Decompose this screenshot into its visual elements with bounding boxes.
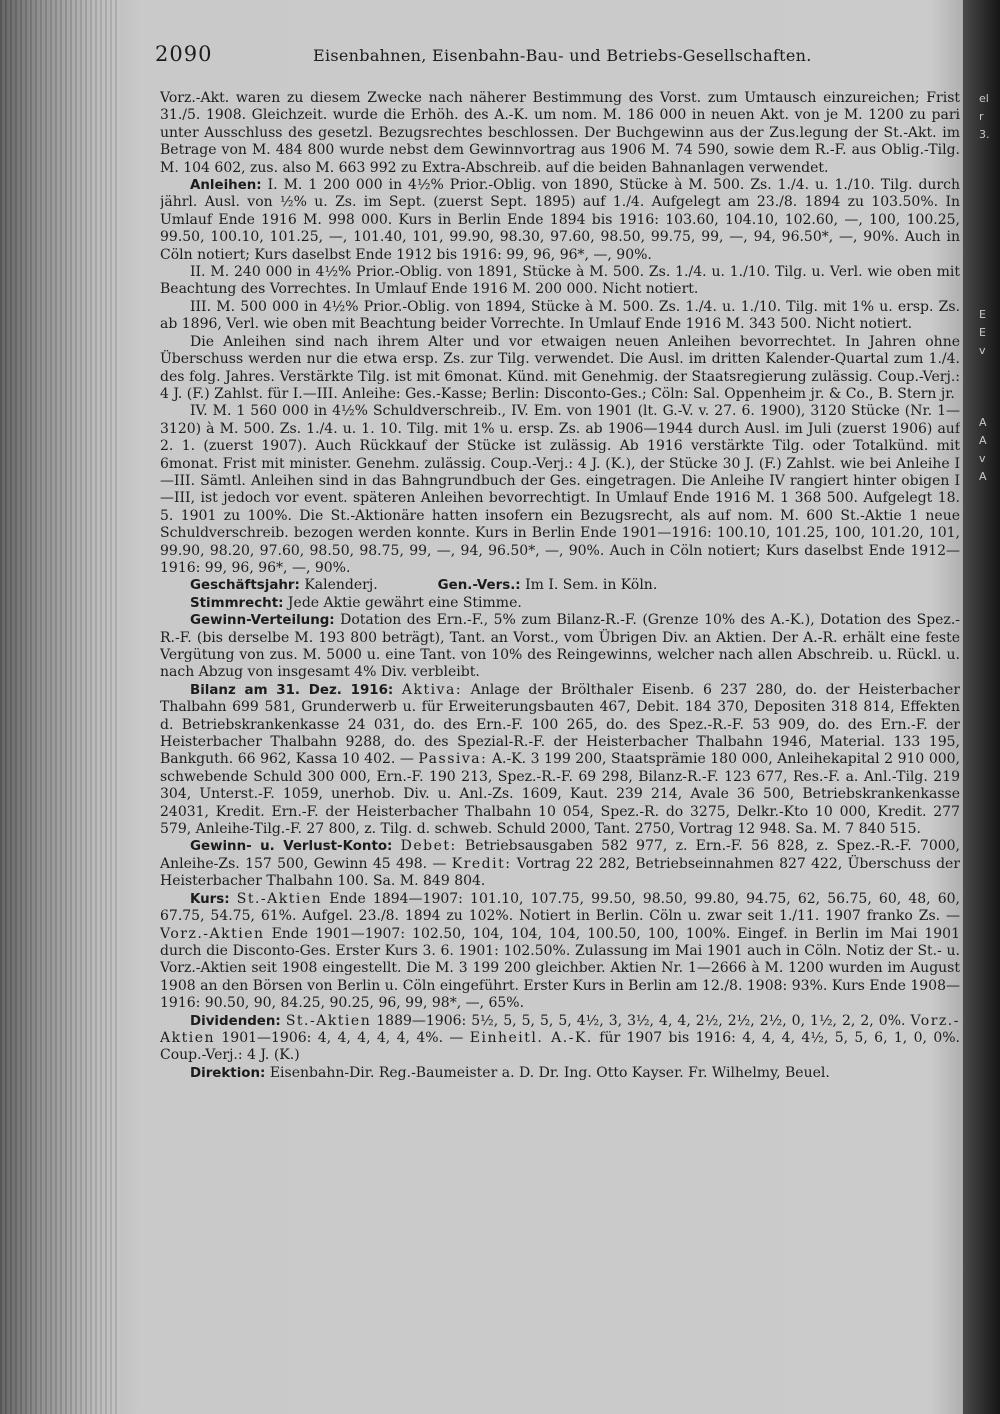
edge-char: [979, 288, 999, 306]
section-price: [160, 891, 960, 1013]
board-text: Eisenbahn-Dir. Reg.-Baumeister a. D. Dr. Ing. Otto Kayser. Fr. Wilhelmy, Beuel.: [269, 1064, 830, 1081]
balance-passiva-text: A.-K. 3 199 200, Staatsprämie 180 000, Anleihekapital 2 910 000, schwebende Schuld 300 000, Ern.-F. 190 213, Spez.-R.-F. 69 298, Bilanz-R.-F. 123 677, Res.-F. a. Anl.-Tilg. 219 304, Unterst.-F. 1059, unerhob. Div. u. Anl.-Zs. 1609, Kaut. 239 214, Avale 36 500, Betriebskrankenkasse 24031, Kredit. Ern.-F. der Heisterbacher Thalbahn 10 054, Spez.-R. do 3275, Delkr.-Kto 10 000, Kredit. 277 579, Anleihe-Tilg.-F. 27 800, z. Tilg. d. schweb. Schuld 2000, Tant. 2750, Vortrag 12 948. Sa. M. 7 840 515.: [160, 751, 960, 838]
dividends-vorz-text: 1901—1906: 4, 4, 4, 4, 4, 4%. —: [221, 1029, 464, 1046]
section-heading-profit-distribution: Gewinn-Verteilung:: [190, 613, 335, 629]
loan-note: Die Anleihen sind nach ihrem Alter und vor etwaigen neuen Anleihen bevorrechtet. In Jahren ohne Überschuss werden nur die etwa ersp. Zs. zur Tilg. verwendet. Die Ausl. im dritten Kalender-Quartal zum 1./4. des folg. Jahres. Verstärkte Tilg. ist mit 6monat. Künd. mit Genehmig. der Staatsregierung zulässig. Coup.-Verj.: 4 J. (F.) Zahlst. für I.—III. Anleihe: Ges.-Kasse; Berlin: Disconto-Ges.; Cöln: Sal. Oppenheim jr. & Co., B. Stern jr.: [160, 333, 960, 402]
dividends-st-label: St.-Aktien: [285, 1012, 372, 1029]
edge-char: E: [979, 308, 986, 321]
dividends-einh-text: für 1907 bis 1916: 4, 4, 4, 4½, 5, 5, 6, 1, 0, 0%. Coup.-Verj.: 4 J. (K.): [160, 1029, 960, 1064]
balance-aktiva-text: Anlage der Brölthaler Eisenb. 6 237 280, do. der Heisterbacher Thalbahn 699 581, Grunderwerb u. für Erweiterungsbauten 467, Debit. 184 370, Depositen 318 814, Effekten d. Betriebskrankenkasse 24 031, do. des Ern.-F. 100 265, do. des Spez.-R.-F. 53 909, do. des Ern.-F. der Heisterbacher Thalbahn 9288, do. des Spezial-R.-F. der Heisterbacher Thalbahn 1946, Material. 133 195, Bankguth. 66 962, Kassa 10 402. —: [160, 681, 960, 768]
price-st-text: Ende 1894—1907: 101.10, 107.75, 99.50, 98.50, 99.80, 94.75, 62, 56.75, 60, 48, 60, 67.75, 54.75, 61%. Aufgel. 23./8. 1894 zu 102%. Notiert in Berlin. Cöln u. zwar seit 1./11. 1907 franko Zs. —: [160, 890, 960, 925]
section-heading-voting-rights: Stimmrecht:: [190, 595, 284, 611]
loan-2: II. M. 240 000 in 4½% Prior.-Oblig. von 1891, Stücke à M. 500. Zs. 1./4. u. 1./10. Tilg. u. Verl. wie oben mit Beachtung des Vorrechtes. In Umlauf Ende 1916 M. 200 000. Nicht notiert.: [160, 264, 960, 298]
dividends-st-text: 1889—1906: 5½, 5, 5, 5, 5, 4½, 3, 3½, 4, 4, 2½, 2½, 2½, 0, 1½, 2, 2, 0%.: [376, 1012, 906, 1029]
balance-passiva-label: Passiva:: [418, 751, 488, 768]
section-balance-sheet: [160, 682, 960, 839]
edge-char: [979, 270, 999, 288]
edge-char: A: [979, 470, 987, 483]
section-heading-general-meeting: Gen.-Vers.:: [437, 578, 521, 594]
article-body: [160, 90, 960, 1390]
book-spine-shadow: [0, 0, 120, 1414]
edge-char: A: [979, 416, 987, 429]
section-voting-rights: [160, 595, 960, 612]
edge-char: A: [979, 434, 987, 447]
fiscal-year-text: Kalenderj.: [304, 577, 378, 594]
section-anleihen-1: [160, 177, 960, 264]
page-header: [155, 42, 955, 72]
loan-3: III. M. 500 000 in 4½% Prior.-Oblig. von 1894, Stücke à M. 500. Zs. 1./4. u. 1./10. Tilg. mit 1% u. ersp. Zs. ab 1896, Verl. wie oben mit Beachtung beider Vorrechte. In Umlauf Ende 1916 M. 343 500. Nicht notiert.: [160, 298, 960, 333]
section-heading-balance-sheet: Bilanz am 31. Dez. 1916:: [190, 682, 394, 698]
edge-char: v: [979, 452, 986, 465]
profit-loss-debet-label: Debet:: [400, 838, 457, 855]
dividends-vorz-label: Vorz.-Aktien: [160, 1012, 960, 1046]
price-vorz-label: Vorz.-Aktien: [160, 925, 265, 942]
section-heading-price: Kurs:: [190, 891, 230, 907]
section-dividends: [160, 1013, 960, 1065]
edge-char: 3.: [979, 128, 990, 141]
section-heading-board: Direktion:: [190, 1065, 266, 1081]
running-head: Eisenbahnen, Eisenbahn-Bau- und Betriebs-Gesellschaften.: [313, 46, 812, 65]
section-board: [160, 1065, 960, 1082]
edge-char: [979, 144, 999, 162]
page-number: 2090: [155, 42, 213, 66]
paragraph-capital-change: Vorz.-Akt. waren zu diesem Zwecke nach näherer Bestimmung des Vorst. zum Umtausch einzureichen; Frist 31./5. 1908. Gleichzeit. wurde die Erhöh. des A.-K. um nom. M. 186 000 in neuen Akt. von je M. 1200 zu pari unter Ausschluss des gesetzl. Bezugsrechtes beschlossen. Der Buchgewinn aus der Zus.legung der St.-Akt. im Betrage von M. 484 800 wurde nebst dem Gewinnvortrag aus 1906 M. 74 590, sowie dem R.-F. aus Oblig.-Tilg. M. 104 602, zus. also M. 663 992 zu Extra-Abschreib. auf die beiden Bahnanlagen verwendet.: [160, 90, 960, 176]
dividends-einh-label: Einheitl. A.-K.: [469, 1029, 593, 1046]
edge-char: [979, 198, 999, 216]
loan-4: IV. M. 1 560 000 in 4½% Schuldverschreib., IV. Em. von 1901 (lt. G.-V. v. 27. 6. 1900), 3120 Stücke (Nr. 1—3120) à M. 500. Zs. 1./4. u. 1. 10. Tilg. mit 1% u. ersp. Zs. ab 1906—1944 durch Ausl. im Juli (zuerst 1906) auf 2. 1. (zuerst 1907). Auch Rückkauf der Stücke ist zulässig. Ab 1916 verstärkte Tilg. oder Totalkünd. mit 6monat. Frist mit minister. Genehm. zulässig. Coup.-Verj.: 4 J. (K.), der Stücke 30 J. (F.) Zahlst. wie bei Anleihe I—III. Sämtl. Anleihen sind in das Bahngrundbuch der Ges. eingetragen. Die Anleihe IV rangiert hinter obigen I—III, ist jedoch vor event. späteren Anleihen bevorrechtigt. In Umlauf Ende 1916 M. 1 368 500. Aufgelegt 18. 5. 1901 zu 100%. Die St.-Aktionäre hatten insofern ein Bezugsrecht, als auf nom. M. 600 St.-Aktie 1 neue Schuldverschreib. bezogen werden konnte. Kurs in Berlin Ende 1901—1916: 100.10, 101.25, 100, 101.20, 101, 99.90, 98.20, 97.60, 98.50, 98.75, 99, —, 94, 96.50*, —, 90%. Auch in Cöln notiert; Kurs daselbst Ende 1912—1916: 99, 96, 96*, —, 90%.: [160, 403, 960, 576]
edge-char: E: [979, 326, 986, 339]
section-heading-anleihen: Anleihen:: [190, 178, 262, 194]
profit-loss-kredit-text: Vortrag 22 282, Betriebseinnahmen 827 422, Überschuss der Heisterbacher Thalbahn 100. Sa. M. 849 804.: [160, 855, 960, 890]
section-heading-profit-loss: Gewinn- u. Verlust-Konto:: [190, 839, 393, 855]
edge-char: r: [979, 110, 984, 123]
edge-char: [979, 180, 999, 198]
edge-char: [979, 234, 999, 252]
balance-aktiva-label: Aktiva:: [401, 681, 463, 698]
profit-loss-debet-text: Betriebsausgaben 582 977, z. Ern.-F. 56 828, z. Spez.-R.-F. 7000, Anleihe-Zs. 157 500, Gewinn 45 498. —: [160, 838, 960, 872]
edge-char: el: [979, 92, 989, 105]
loan-1-text: I. M. 1 200 000 in 4½% Prior.-Oblig. von 1890, Stücke à M. 500. Zs. 1./4. u. 1./10. Tilg. durch jährl. Ausl. von ½% u. Zs. im Sept. (zuerst Sept. 1895) auf 1./4. Aufgelegt am 23./8. 1894 zu 103.50%. In Umlauf Ende 1916 M. 998 000. Kurs in Berlin Ende 1894 bis 1916: 103.60, 104.10, 102.60, —, 100, 100.25, 99.50, 100.10, 101.25, —, 101.40, 101, 99.90, 98.30, 97.60, 98.50, 99.75, 99, —, 94, 96.50*, —, 90%. Auch in Cöln notiert; Kurs daselbst Ende 1912 bis 1916: 99, 96, 96*, —, 90%.: [160, 177, 960, 263]
profit-loss-kredit-label: Kredit:: [451, 855, 512, 872]
edge-char: [979, 360, 999, 378]
edge-char: [979, 162, 999, 180]
voting-rights-text: Jede Aktie gewährt eine Stimme.: [287, 594, 522, 611]
section-heading-fiscal-year: Geschäftsjahr:: [190, 578, 300, 594]
edge-char: v: [979, 344, 986, 357]
adjacent-page-fragments: [979, 90, 999, 486]
price-st-label: St.-Aktien: [236, 890, 323, 907]
profit-distribution-text: Dotation des Ern.-F., 5% zum Bilanz-R.-F. (Grenze 10% des A.-K.), Dotation des Spez.-R.-F. (bis derselbe M. 193 800 beträgt), Tant. an Vorst., vom Übrigen Div. an Aktien. Der A.-R. erhält eine feste Vergütung von zus. M. 5000 u. eine Tant. von 10% des Reingewinns, welcher nach allen Abschreib. u. Rückl. u. nach Abzug von insgesamt 4% Div. verbleibt.: [160, 612, 960, 681]
section-profit-loss: [160, 838, 960, 890]
edge-char: [979, 216, 999, 234]
edge-char: [979, 396, 999, 414]
section-heading-dividends: Dividenden:: [190, 1013, 281, 1029]
edge-char: [979, 378, 999, 396]
edge-char: [979, 252, 999, 270]
section-fiscal-year: [160, 577, 960, 594]
section-profit-distribution: [160, 612, 960, 682]
general-meeting-text: Im I. Sem. in Köln.: [525, 577, 658, 594]
price-vorz-text: Ende 1901—1907: 102.50, 104, 104, 104, 100.50, 100, 100%. Eingef. in Berlin im Mai 1901 durch die Disconto-Ges. Erster Kurs 3. 6. 1901: 102.50%. Zulassung im Mai 1901 auch in Cöln. Notiz der St.- u. Vorz.-Aktien seit 1908 eingestellt. Die M. 3 199 200 gleichber. Aktien Nr. 1—2666 à M. 1200 wurden im August 1908 an den Börsen von Berlin u. Cöln eingeführt. Erster Kurs in Berlin am 12./8. 1908: 93%. Kurs Ende 1908—1916: 90.50, 90, 84.25, 90.25, 96, 99, 98*, —, 65%.: [160, 925, 960, 1012]
